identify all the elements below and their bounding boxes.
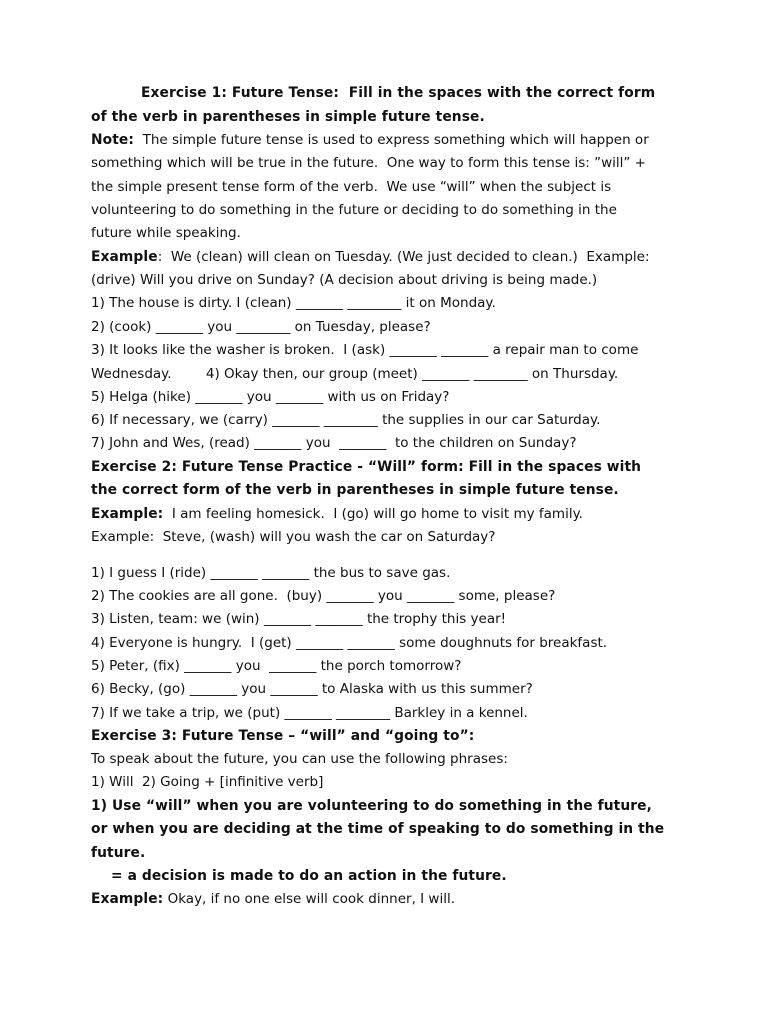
exercise3-intro: To speak about the future, you can use the following phrases: [91, 751, 508, 767]
exercise2-item: 5) Peter, (fix) _______ you _______ the porch tomorrow? [91, 658, 462, 674]
exercise2-item: 6) Becky, (go) _______ you _______ to Alaska with us this summer? [91, 681, 533, 697]
note-label: Note: [91, 132, 134, 148]
note-text: The simple future tense is used to express something which will happen or [134, 132, 649, 148]
exercise2-item: 4) Everyone is hungry. I (get) _______ _______ some doughnuts for breakfast. [91, 635, 608, 651]
example-label: Example: [91, 891, 164, 907]
exercise2-example-line1 [91, 505, 583, 523]
exercise3-example [91, 890, 455, 908]
exercise1-item: 1) The house is dirty. I (clean) _______ ________ it on Monday. [91, 295, 496, 311]
exercise2-title-line2: the correct form of the verb in parentheses in simple future tense. [91, 482, 619, 498]
example-label: Example [91, 249, 158, 265]
exercise1-note-line2: something which will be true in the future. One way to form this tense is: ”will” + [91, 155, 646, 171]
exercise1-note-line1 [91, 131, 649, 149]
exercise1-note-line3: the simple present tense form of the verb. We use “will” when the subject is [91, 179, 612, 195]
exercise2-item: 3) Listen, team: we (win) _______ _______ the trophy this year! [91, 611, 507, 627]
exercise1-item: 2) (cook) _______ you ________ on Tuesday, please? [91, 319, 431, 335]
exercise2-example-line2: Example: Steve, (wash) will you wash the car on Saturday? [91, 529, 496, 545]
exercise2-item: 1) I guess I (ride) _______ _______ the bus to save gas. [91, 565, 451, 581]
exercise2-item: 2) The cookies are all gone. (buy) _______ you _______ some, please? [91, 588, 556, 604]
example-label: Example: [91, 506, 164, 522]
exercise1-example-line2: (drive) Will you drive on Sunday? (A decision about driving is being made.) [91, 272, 598, 288]
exercise3-rule-line3: future. [91, 845, 146, 861]
exercise1-item: Wednesday. 4) Okay then, our group (meet) _______ ________ on Thursday. [91, 366, 619, 382]
exercise3-title: Exercise 3: Future Tense – “will” and “going to”: [91, 728, 475, 744]
exercise1-title-line2: of the verb in parentheses in simple future tense. [91, 109, 485, 125]
exercise1-note-line4: volunteering to do something in the future or deciding to do something in the [91, 202, 617, 218]
exercise1-item: 5) Helga (hike) _______ you _______ with us on Friday? [91, 389, 450, 405]
exercise2-title-line1: Exercise 2: Future Tense Practice - “Will” form: Fill in the spaces with [91, 459, 642, 475]
exercise2-item: 7) If we take a trip, we (put) _______ ________ Barkley in a kennel. [91, 705, 528, 721]
exercise1-item: 6) If necessary, we (carry) _______ ________ the supplies in our car Saturday. [91, 412, 601, 428]
exercise3-equals-line: = a decision is made to do an action in the future. [111, 868, 507, 884]
exercise3-rule-line1: 1) Use “will” when you are volunteering to do something in the future, [91, 798, 652, 814]
exercise1-example-line1 [91, 248, 650, 266]
example-text: Okay, if no one else will cook dinner, I will. [163, 891, 456, 907]
exercise1-title-line1: Exercise 1: Future Tense: Fill in the spaces with the correct form [141, 85, 656, 101]
exercise3-phrases: 1) Will 2) Going + [infinitive verb] [91, 774, 324, 790]
exercise3-rule-line2: or when you are deciding at the time of speaking to do something in the [91, 821, 665, 837]
exercise1-item: 3) It looks like the washer is broken. I (ask) _______ _______ a repair man to come [91, 342, 639, 358]
example-text: I am feeling homesick. I (go) will go home to visit my family. [163, 506, 583, 522]
exercise1-item: 7) John and Wes, (read) _______ you _______ to the children on Sunday? [91, 435, 577, 451]
example-text: : We (clean) will clean on Tuesday. (We just decided to clean.) Example: [157, 249, 650, 265]
exercise1-note-line5: future while speaking. [91, 225, 241, 241]
